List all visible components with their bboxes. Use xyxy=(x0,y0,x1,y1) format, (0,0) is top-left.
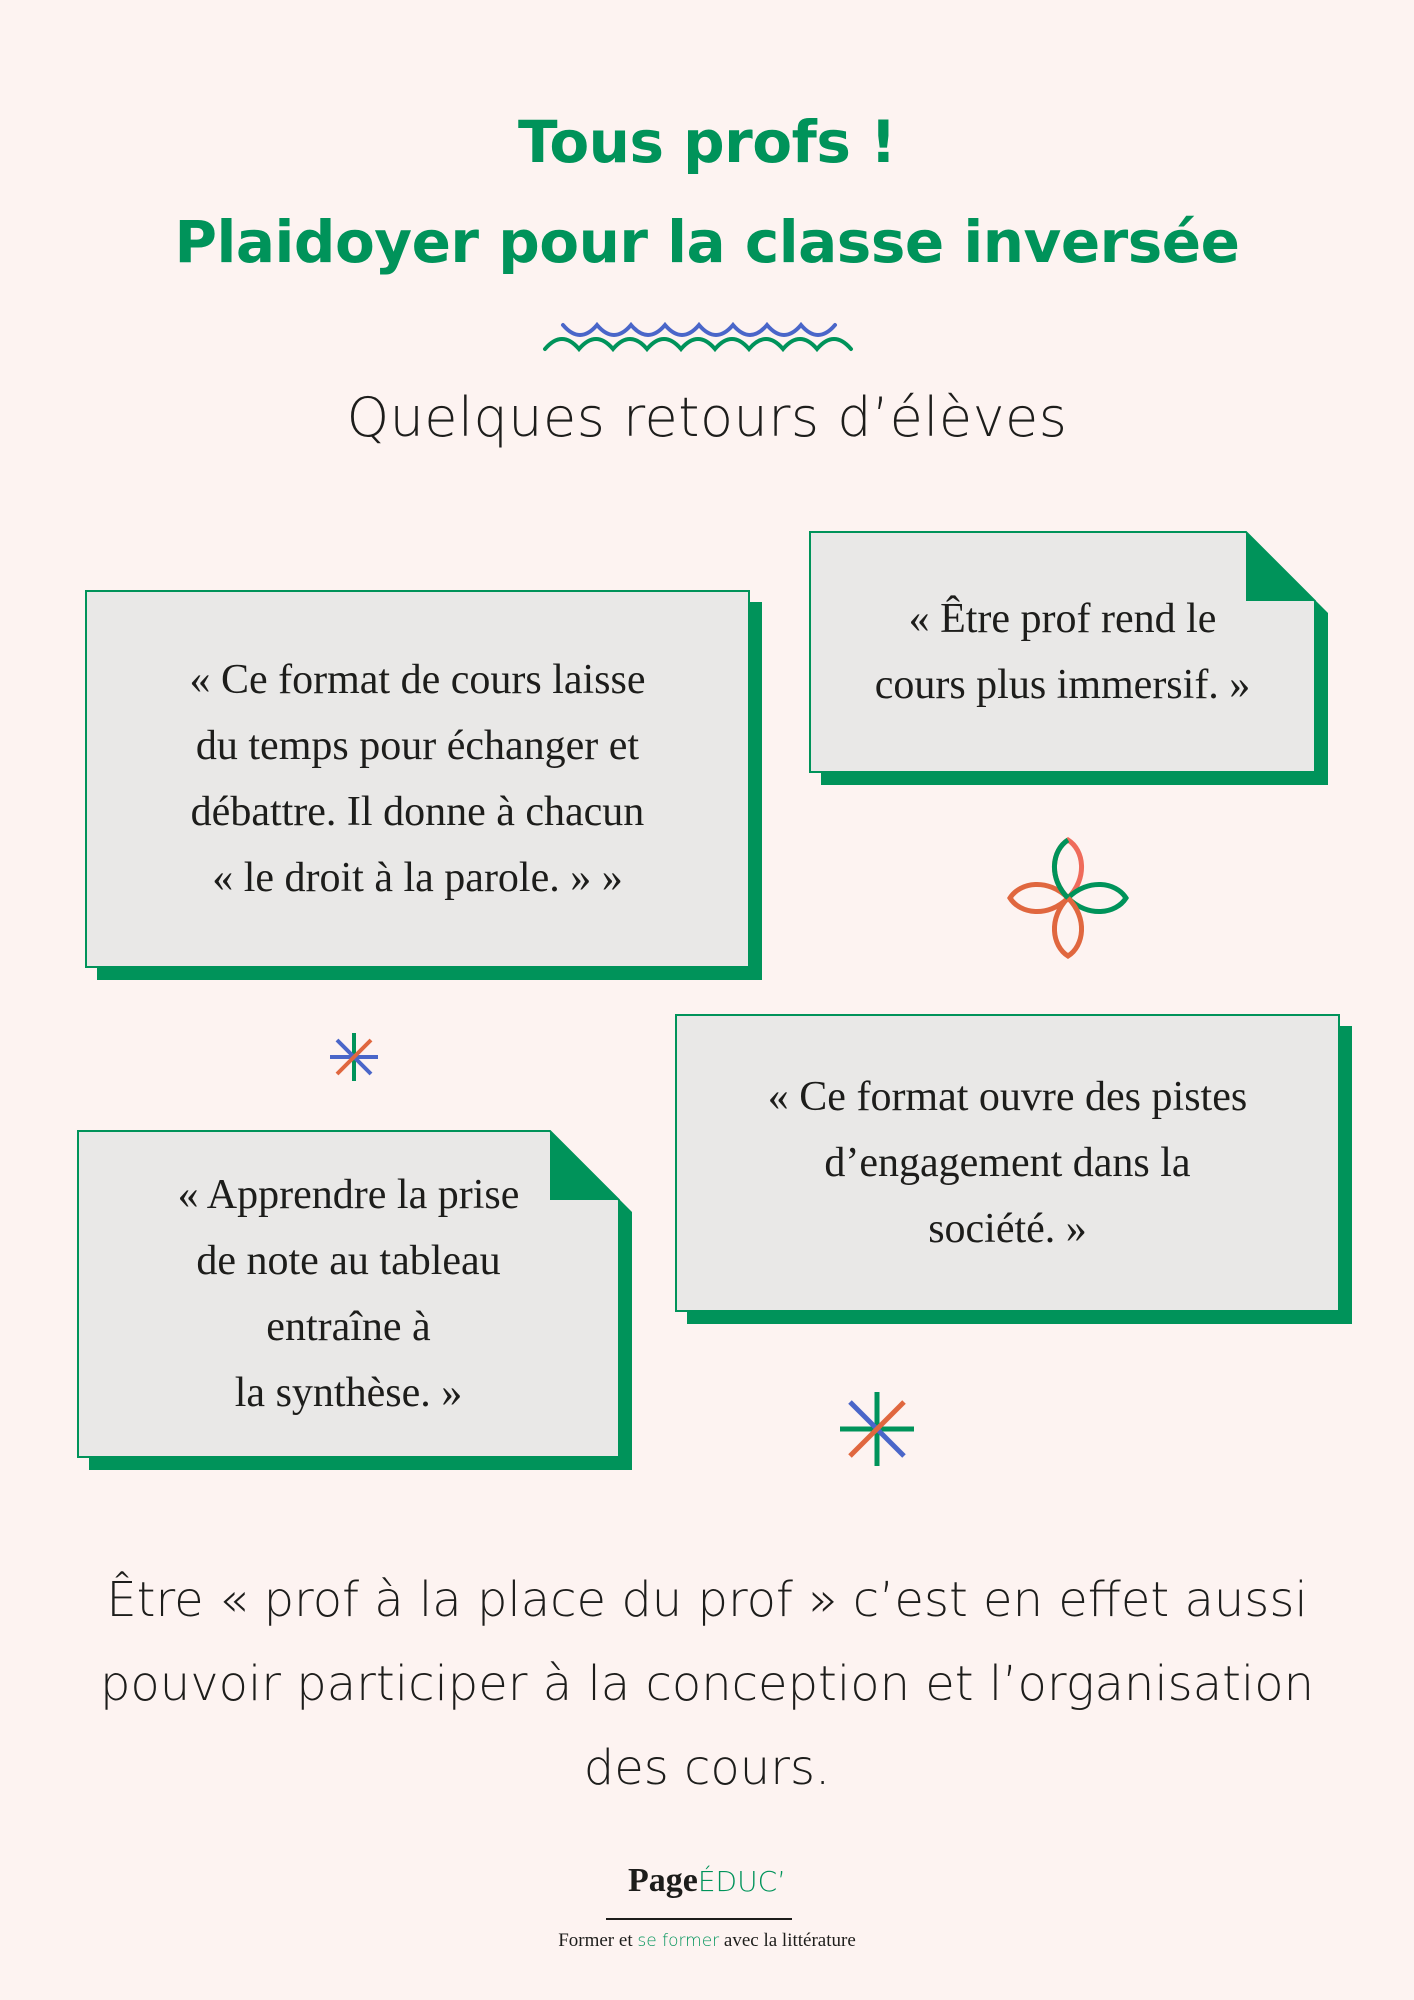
quote-card-4 xyxy=(77,1130,632,1470)
quote-text: « Ce format de cours laisse du temps pour échanger et débattre. Il donne à chacun « le droit à la parole. » » xyxy=(189,657,646,901)
quote-card-2 xyxy=(809,531,1328,785)
conclusion-text: Être « prof à la place du prof » c’est en effet aussi pouvoir participer à la conception et l’organisation des cours. xyxy=(99,1572,1315,1796)
quote-text: « Ce format ouvre des pistes d’engagement dans la société. » xyxy=(767,1074,1248,1252)
quote-card-3 xyxy=(675,1014,1352,1324)
page-title-line-2: Plaidoyer pour la classe inversée xyxy=(174,208,1240,276)
quote-text: « Apprendre la prise de note au tableau entraîne à la synthèse. » xyxy=(177,1172,520,1416)
quote-card-1 xyxy=(85,590,762,980)
asterisk-star-icon xyxy=(836,1388,918,1470)
logo-divider xyxy=(606,1918,792,1920)
brand-tagline: Former et se former avec la littérature xyxy=(558,1930,856,1951)
wave-ornament-icon xyxy=(539,313,877,357)
petal-flower-icon xyxy=(1006,836,1130,960)
page-title-line-1: Tous profs ! xyxy=(517,108,897,176)
quote-text: « Être prof rend le cours plus immersif. » xyxy=(874,596,1251,708)
subtitle: Quelques retours d’élèves xyxy=(346,386,1068,449)
brand-logo: PageÉDUC’ xyxy=(627,1862,787,1899)
asterisk-star-icon xyxy=(327,1030,381,1084)
